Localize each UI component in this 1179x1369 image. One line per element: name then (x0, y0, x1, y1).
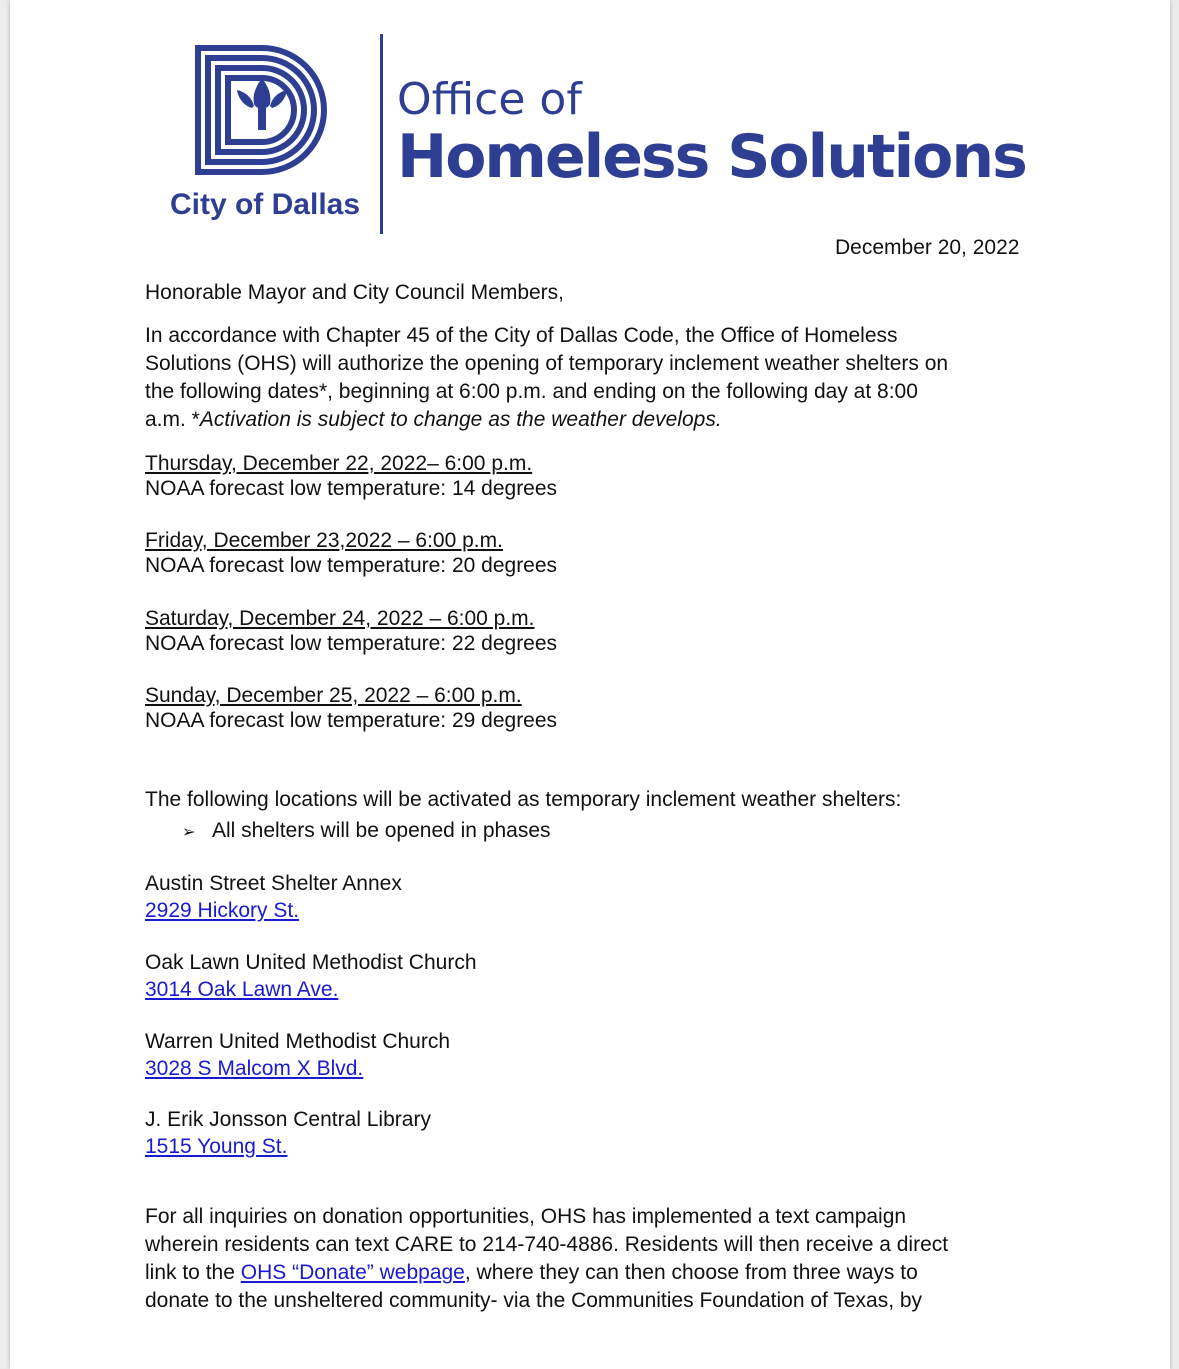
donate-webpage-link[interactable]: OHS “Donate” webpage (240, 1261, 465, 1284)
shelter-date-entry (145, 528, 557, 578)
forecast-text: NOAA forecast low temperature: 29 degrees (145, 709, 558, 732)
donation-paragraph (145, 1203, 948, 1315)
shelter-location (145, 870, 402, 924)
letterhead-divider (380, 34, 383, 234)
intro-line: In accordance with Chapter 45 of the City of Dallas Code, the Office of Homeless (145, 324, 898, 347)
location-address-link[interactable]: 2929 Hickory St. (145, 899, 300, 922)
forecast-text: NOAA forecast low temperature: 22 degrees (145, 632, 558, 655)
shelter-date-entry (145, 606, 557, 656)
location-name: J. Erik Jonsson Central Library (145, 1108, 431, 1131)
forecast-text: NOAA forecast low temperature: 14 degrees (145, 477, 558, 500)
location-name: Austin Street Shelter Annex (145, 872, 402, 895)
shelter-date-heading: Saturday, December 24, 2022 – 6:00 p.m. (145, 607, 535, 630)
shelter-date-heading: Sunday, December 25, 2022 – 6:00 p.m. (145, 684, 522, 707)
arrow-bullet-icon: ➢ (182, 824, 196, 841)
city-of-dallas-logo (190, 42, 330, 182)
location-address-link[interactable]: 1515 Young St. (145, 1135, 288, 1158)
location-name: Warren United Methodist Church (145, 1030, 451, 1053)
donation-line: link to the OHS “Donate” webpage, where they can then choose from three ways to (145, 1261, 918, 1284)
donation-line: For all inquiries on donation opportunities, OHS has implemented a text campaign (145, 1205, 907, 1228)
intro-line: Solutions (OHS) will authorize the opening of temporary inclement weather shelters on (145, 352, 949, 375)
city-of-dallas-wordmark: City of Dallas (169, 188, 361, 221)
location-address-link[interactable]: 3028 S Malcom X Blvd. (145, 1057, 364, 1080)
document-page (10, 0, 1170, 1369)
shelter-location (145, 949, 477, 1003)
homeless-solutions-title: Homeless Solutions (397, 122, 1026, 192)
forecast-text: NOAA forecast low temperature: 20 degrees (145, 554, 558, 577)
location-address-link[interactable]: 3014 Oak Lawn Ave. (145, 978, 339, 1001)
shelter-date-heading: Friday, December 23,2022 – 6:00 p.m. (145, 529, 503, 552)
donation-line: wherein residents can text CARE to 214-740-4886. Residents will then receive a direct (145, 1233, 949, 1256)
donation-line: donate to the unsheltered community- via the Communities Foundation of Texas, by (145, 1289, 923, 1312)
salutation: Honorable Mayor and City Council Members, (145, 281, 565, 304)
shelter-date-heading: Thursday, December 22, 2022– 6:00 p.m. (145, 452, 533, 475)
shelter-location (145, 1106, 431, 1160)
phases-bullet: ➢ All shelters will be opened in phases (182, 817, 551, 847)
activation-note: Activation is subject to change as the weather develops. (199, 408, 722, 431)
shelter-date-entry (145, 451, 557, 501)
office-of-text: Office of (397, 74, 582, 125)
letterhead (160, 30, 1060, 240)
shelter-date-entry (145, 683, 557, 733)
intro-line: a.m. *Activation is subject to change as the weather develops. (145, 408, 722, 431)
letter-date: December 20, 2022 (835, 236, 1020, 259)
intro-paragraph (145, 322, 948, 434)
locations-intro: The following locations will be activated as temporary inclement weather shelters: (145, 788, 902, 811)
location-name: Oak Lawn United Methodist Church (145, 951, 477, 974)
shelter-location (145, 1028, 450, 1082)
intro-line: the following dates*, beginning at 6:00 p.m. and ending on the following day at 8:00 (145, 380, 918, 403)
